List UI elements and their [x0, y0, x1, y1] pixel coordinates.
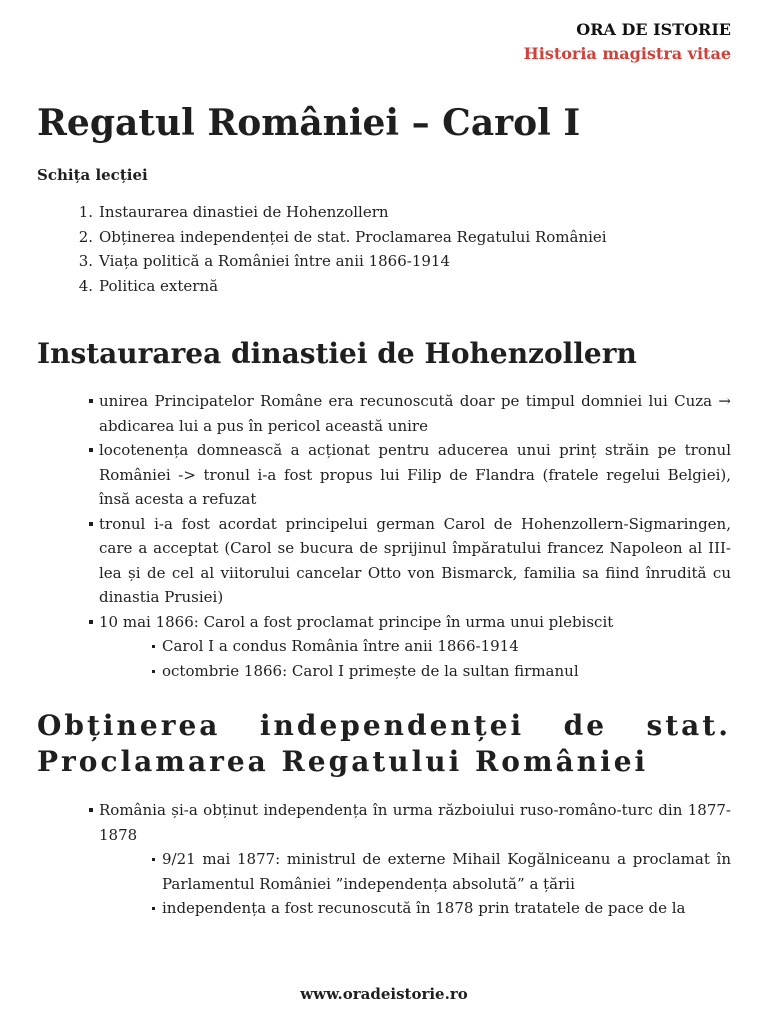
- page-title: Regatul României – Carol I: [37, 102, 581, 144]
- outline-item: [37, 225, 731, 250]
- bullet-marker: [37, 610, 99, 635]
- outline-number: 2.: [78, 227, 93, 246]
- bullet-text: locotenența domnească a acționat pentru aducerea unui prinț străin pe tronul României -> tronul i-a fost propus lui Filip de Flandra (fratele regelui Belgiei), însă acesta a refuzat: [99, 441, 731, 508]
- section-title-line-2: Proclamarea Regatului României: [37, 745, 649, 778]
- section-title-independence: [37, 708, 731, 780]
- sub-list-item: [37, 847, 731, 896]
- section-title-line-1: [37, 708, 731, 744]
- sub-bullet-marker: [37, 847, 162, 896]
- title-word: stat.: [646, 709, 731, 742]
- outline-item: [37, 200, 731, 225]
- outline-item: [37, 249, 731, 274]
- sub-bullet-text: independența a fost recunoscută în 1878 prin tratatele de pace de la: [162, 899, 686, 917]
- title-word: independenței: [259, 709, 525, 742]
- section1-bullet-list: [37, 389, 731, 683]
- title-word: Obținerea: [37, 709, 221, 742]
- outline-number: 3.: [78, 252, 93, 270]
- sub-bullet-text: Carol I a condus România între anii 1866-1914: [162, 637, 519, 655]
- sub-list-item: [37, 896, 731, 921]
- bullet-marker: [37, 512, 99, 610]
- title-word: de: [563, 709, 608, 742]
- site-motto: Historia magistra vitae: [523, 44, 731, 63]
- bullet-marker: [37, 798, 99, 847]
- outline-text: Viața politică a României între anii 1866-1914: [99, 252, 450, 270]
- bullet-marker: [37, 438, 99, 512]
- outline-number: 4.: [78, 276, 93, 295]
- section-title-hohenzollern: Instaurarea dinastiei de Hohenzollern: [37, 337, 637, 370]
- sub-list-item: [37, 659, 731, 684]
- list-item: [37, 389, 731, 438]
- outline-number: 1.: [78, 203, 93, 221]
- sub-bullet-text: octombrie 1866: Carol I primește de la sultan firmanul: [162, 661, 579, 680]
- outline-heading: Schița lecției: [37, 166, 148, 184]
- sub-bullet-marker: [37, 659, 162, 684]
- list-item: [37, 798, 731, 847]
- bullet-text: România și-a obținut independența în urma războiului ruso-româno-turc din 1877-1878: [99, 801, 731, 844]
- site-name: ORA DE ISTORIE: [576, 20, 731, 39]
- list-item: [37, 438, 731, 512]
- outline-text: Obținerea independenței de stat. Proclamarea Regatului României: [99, 227, 607, 246]
- sub-bullet-marker: [37, 634, 162, 659]
- sub-list-item: [37, 634, 731, 659]
- section2-bullet-list: [37, 798, 731, 921]
- site-header: [524, 19, 731, 65]
- list-item: [37, 610, 731, 635]
- outline-item: [37, 274, 731, 299]
- bullet-text: tronul i-a fost acordat principelui german Carol de Hohenzollern-Sigmaringen, care a acceptat (Carol se bucura de sprijinul împăratului francez Napoleon al III-lea și de cel al viitorului cancelar Otto von Bismarck, familia sa fiind înrudită cu dinastia Prusiei): [99, 514, 731, 606]
- outline-list: [37, 200, 731, 298]
- bullet-marker: [37, 389, 99, 438]
- bullet-text: 10 mai 1866: Carol a fost proclamat principe în urma unui plebiscit: [99, 612, 614, 631]
- sub-bullet-marker: [37, 896, 162, 921]
- outline-text: Politica externă: [99, 276, 219, 295]
- bullet-text: unirea Principatelor Române era recunoscută doar pe timpul domniei lui Cuza → abdicarea lui a pus în pericol această unire: [99, 392, 731, 435]
- sub-bullet-text: 9/21 mai 1877: ministrul de externe Mihail Kogălniceanu a proclamat în Parlamentul României ”independența absolută” a țării: [162, 850, 731, 893]
- footer-url: www.oradeistorie.ro: [300, 985, 468, 1003]
- outline-text: Instaurarea dinastiei de Hohenzollern: [99, 203, 389, 221]
- list-item: [37, 512, 731, 610]
